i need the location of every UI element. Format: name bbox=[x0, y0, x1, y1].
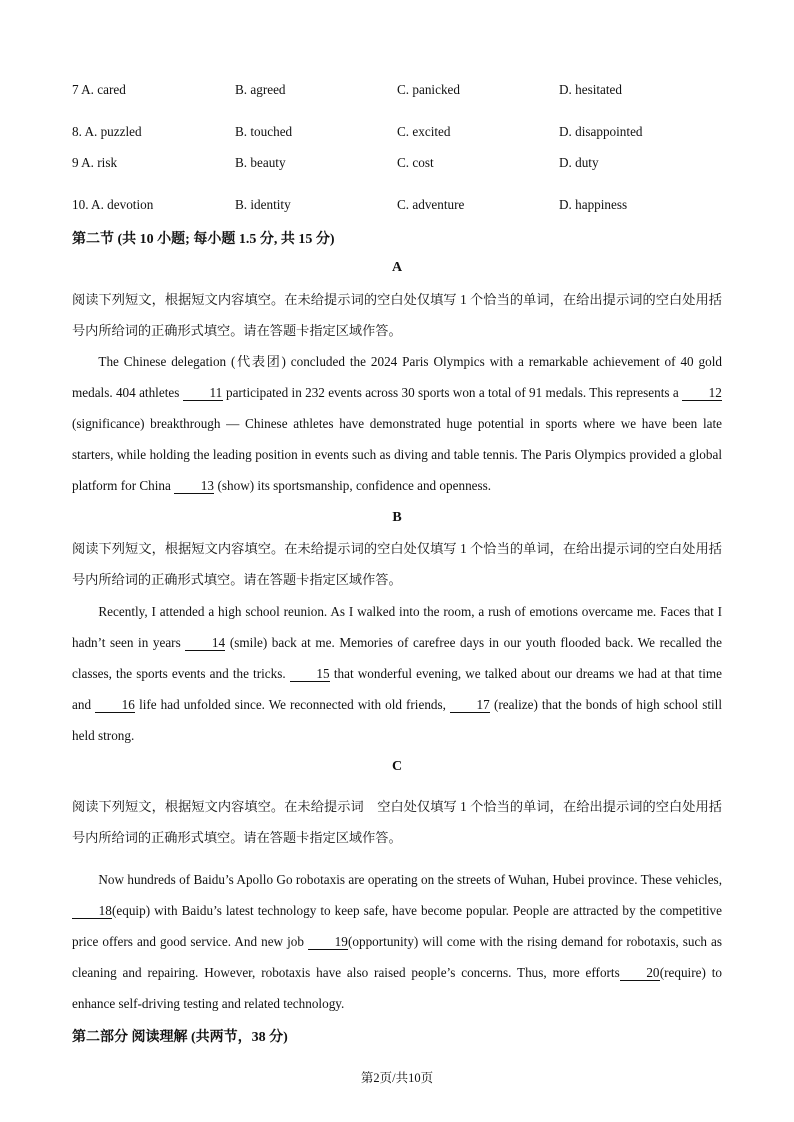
passage-c-letter: C bbox=[391, 759, 403, 774]
option-7d: D. hesitated bbox=[559, 82, 622, 97]
passage-a-text-3: (significance) breakthrough — Chinese athletes have demonstrated huge potential in sports where we have been late starters, while holding the leading position in events such as diving and table tennis. The Paris Olympics provided a global platform for China bbox=[72, 416, 722, 493]
option-10b: B. identity bbox=[235, 197, 291, 212]
passage-c-instructions: 阅读下列短文，根据短文内容填空。在未给提示词 空白处仅填写 1 个恰当的单词，在给出提示词的空白处用括号内所给词的正确形式填空。请在答题卡指定区域作答。 bbox=[72, 799, 722, 845]
options-row-8 bbox=[72, 124, 732, 142]
option-7a: 7 A. cared bbox=[72, 82, 126, 97]
option-10a: 10. A. devotion bbox=[72, 197, 154, 212]
blank-17[interactable]: 17 bbox=[450, 698, 490, 713]
page-footer: 第2页/共10页 bbox=[360, 1071, 434, 1085]
passage-a-text-4: (show) its sportsmanship, confidence and openness. bbox=[214, 478, 492, 493]
blank-13[interactable]: 13 bbox=[174, 479, 214, 494]
blank-12[interactable]: 12 bbox=[682, 386, 722, 401]
option-8c: C. excited bbox=[397, 124, 451, 139]
option-9c: C. cost bbox=[397, 155, 434, 170]
option-8b: B. touched bbox=[235, 124, 293, 139]
option-8a: 8. A. puzzled bbox=[72, 124, 142, 139]
section2-heading: 第二节 (共 10 小题; 每小题 1.5 分, 共 15 分) bbox=[72, 232, 335, 247]
option-9a: 9 A. risk bbox=[72, 155, 118, 170]
passage-b-text-3: that wonderful evening, we talked about our dreams we had at that time and bbox=[72, 666, 722, 712]
passage-c-text-4: (require) to enhance self-driving testing and related technology. bbox=[72, 965, 722, 1011]
blank-15[interactable]: 15 bbox=[290, 667, 330, 682]
passage-b-instructions: 阅读下列短文，根据短文内容填空。在未给提示词的空白处仅填写 1 个恰当的单词，在给出提示词的空白处用括号内所给词的正确形式填空。请在答题卡指定区域作答。 bbox=[72, 541, 722, 587]
passage-b-text-1: Recently, I attended a high school reunion. As I walked into the room, a rush of emotions overcame me. Faces that I hadn’t seen in years bbox=[72, 604, 722, 650]
blank-11[interactable]: 11 bbox=[183, 386, 223, 401]
option-9d: D. duty bbox=[559, 155, 599, 170]
passage-c-text-2: (equip) with Baidu’s latest technology to keep safe, have become popular. People are attracted by the competitive price offers and good service. And new job bbox=[72, 903, 722, 949]
passage-a-text bbox=[72, 346, 722, 501]
blank-14[interactable]: 14 bbox=[185, 636, 225, 651]
passage-c-text bbox=[72, 864, 722, 1019]
passage-b-text-2: (smile) back at me. Memories of carefree days in our youth flooded back. We recalled the classes, the sports events and the tricks. bbox=[72, 635, 723, 681]
options-row-7 bbox=[72, 82, 732, 100]
passage-b-text bbox=[72, 596, 722, 751]
option-7b: B. agreed bbox=[235, 82, 286, 97]
passage-a-text-1: The Chinese delegation (代表团) concluded the 2024 Paris Olympics with a remarkable achievement of 40 gold medals. 404 athletes bbox=[72, 354, 722, 400]
blank-18[interactable]: 18 bbox=[72, 904, 112, 919]
option-10c: C. adventure bbox=[397, 197, 465, 212]
option-8d: D. disappointed bbox=[559, 124, 643, 139]
option-10d: D. happiness bbox=[559, 197, 628, 212]
part2-heading: 第二部分 阅读理解 (共两节，38 分) bbox=[72, 1030, 288, 1045]
passage-b-letter: B bbox=[392, 510, 402, 525]
options-row-9 bbox=[72, 155, 732, 173]
passage-c-text-3: (opportunity) will come with the rising demand for robotaxis, such as cleaning and repairing. However, robotaxis have also raised people’s concerns. Thus, more efforts bbox=[72, 934, 722, 980]
passage-a-letter: A bbox=[391, 260, 403, 275]
blank-19[interactable]: 19 bbox=[308, 935, 348, 950]
passage-b-text-4: life had unfolded since. We reconnected with old friends, bbox=[135, 697, 450, 712]
option-7c: C. panicked bbox=[397, 82, 460, 97]
blank-20[interactable]: 20 bbox=[620, 966, 660, 981]
passage-a-text-2: participated in 232 events across 30 sports won a total of 91 medals. This represents a bbox=[222, 385, 682, 400]
passage-c-text-1: Now hundreds of Baidu’s Apollo Go robotaxis are operating on the streets of Wuhan, Hubei province. These vehicles, bbox=[98, 872, 722, 887]
options-row-10 bbox=[72, 197, 732, 215]
passage-a-instructions: 阅读下列短文，根据短文内容填空。在未给提示词的空白处仅填写 1 个恰当的单词，在给出提示词的空白处用括号内所给词的正确形式填空。请在答题卡指定区域作答。 bbox=[72, 292, 722, 338]
option-9b: B. beauty bbox=[235, 155, 286, 170]
blank-16[interactable]: 16 bbox=[95, 698, 135, 713]
passage-b-text-5: (realize) that the bonds of high school still held strong. bbox=[72, 697, 722, 743]
